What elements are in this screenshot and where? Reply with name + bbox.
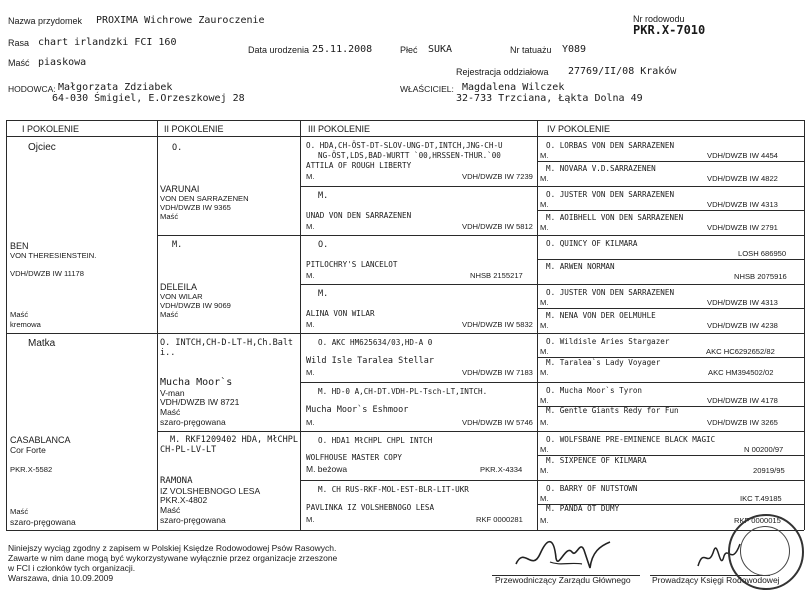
gen4-sire: O. Wildisle Aries Stargazer	[546, 337, 670, 346]
gen4-dam: M. Gentle Giants Redy for Fun	[546, 406, 679, 415]
dam-name: CASABLANCA	[10, 435, 71, 445]
column-header-gen3: III POKOLENIE	[308, 124, 371, 134]
pedigree-number: PKR.X-7010	[633, 23, 706, 37]
gen3-name: PITLOCHRY'S LANCELOT	[306, 260, 398, 269]
gen3-name: Mucha Moor`s Eshmoor	[306, 405, 409, 415]
gen3-title-line: M. CH RUS-RKF-MOL-EST-BLR-LIT-UKR	[318, 485, 469, 494]
breed-label: Rasa	[8, 38, 30, 48]
column-header-gen4: IV POKOLENIE	[547, 124, 611, 134]
gen4-sire: O. BARRY OF NUTSTOWN	[546, 484, 638, 493]
owner-label: WŁAŚCICIEL:	[400, 84, 454, 94]
sex-value: SUKA	[428, 44, 453, 55]
gen4-sire-registration: VDH/DWZB IW 4313	[707, 200, 778, 209]
color-label: Maść	[8, 58, 30, 68]
gen2-registration: VDH/DWZB IW 9069	[160, 301, 231, 310]
gen3-title-line: M.	[318, 289, 329, 299]
birth-date-label: Data urodzenia	[248, 45, 310, 55]
tattoo-label: Nr tatuażu	[510, 45, 552, 55]
gen2-kennel: IZ VOLSHEBNOGO LESA	[160, 486, 261, 496]
gen3-registration: VDH/DWZB IW 5832	[462, 320, 533, 329]
gen3-m: M.	[306, 271, 315, 280]
gen4-dam: M. Taralea`s Lady Voyager	[546, 358, 661, 367]
breeder-label: HODOWCA:	[8, 84, 56, 94]
gen4-m: M.	[540, 174, 549, 183]
gen2-name: RAMONA	[160, 476, 193, 486]
gen2-color-label: Maść	[160, 407, 181, 417]
owner-name: Magdalena Wilczek	[462, 82, 565, 93]
gen4-dam-registration: VDH/DWZB IW 2791	[707, 223, 778, 232]
gen2-color: szaro-pręgowana	[160, 417, 226, 427]
column-header-gen1: I POKOLENIE	[22, 124, 80, 134]
gen4-dam-registration: VDH/DWZB IW 4822	[707, 174, 778, 183]
gen4-sire-registration: LOSH 686950	[738, 249, 787, 258]
gen4-dam-registration: VDH/DWZB IW 4238	[707, 321, 778, 330]
gen4-dam: M. PANDA OT DUMY	[546, 504, 620, 513]
gen2-name: VARUNAI	[160, 184, 200, 194]
gen2-color-label: Maść	[160, 310, 179, 319]
gen3-name: WOLFHOUSE MASTER COPY	[306, 453, 403, 462]
statement-line: Niniejszy wyciąg zgodny z zapisem w Polskiej Księdze Rodowodowej Psów Rasowych.	[8, 543, 337, 553]
gen4-sire-registration: IKC T.49185	[740, 494, 782, 503]
gen4-sire-registration: VDH/DWZB IW 4454	[707, 151, 778, 160]
chairman-signature	[510, 532, 620, 578]
gen2-title-line: O. INTCH,CH-D-LT-H,Ch.Balt	[160, 338, 294, 348]
gen4-dam-registration: VDH/DWZB IW 3265	[707, 418, 778, 427]
official-seal	[728, 514, 804, 590]
gen2-name: DELEILA	[160, 282, 198, 292]
gen4-sire: O. WOLFSBANE PRE-EMINENCE BLACK MAGIC	[546, 435, 716, 444]
sire-kennel: VON THERESIENSTEIN.	[10, 251, 97, 260]
sire-name: BEN	[10, 241, 29, 251]
dam-color: szaro-pręgowana	[10, 517, 76, 527]
gen4-sire-registration: AKC HC6292652/82	[706, 347, 775, 356]
gen4-sire: O. Mucha Moor`s Tyron	[546, 386, 643, 395]
gen2-registration: PKR.X-4802	[160, 495, 208, 505]
gen3-registration: VDH/DWZB IW 7183	[462, 368, 533, 377]
statement-line: Zawarte w nim dane mogą być wykorzystywane wyłącznie przez organizacje zrzeszone	[8, 553, 338, 563]
gen3-title-line: NG-ÖST,LDS,BAD-WURTT `00,HRSSEN-THUR.`00	[318, 151, 501, 160]
gen2-color-label: Maść	[160, 505, 181, 515]
gen4-sire-registration: N 00200/97	[744, 445, 784, 454]
gen3-registration: RKF 0000281	[476, 515, 523, 524]
gen4-m: M.	[540, 494, 549, 503]
gen3-registration: VDH/DWZB IW 5812	[462, 222, 533, 231]
gen3-title-line: O. AKC HM625634/03,HD-A 0	[318, 338, 433, 347]
gen3-title-line: M. HD-0 A,CH-DT.VDH-PL-Tsch-LT,INTCH.	[318, 387, 488, 396]
gen3-registration: NHSB 2155217	[470, 271, 523, 280]
gen2-kennel: VON DEN SARRAZENEN	[160, 194, 249, 203]
gen4-m: M.	[540, 347, 549, 356]
gen3-m: M.	[306, 320, 315, 329]
gen3-name: ALINA VON WILAR	[306, 309, 375, 318]
gen2-kennel: VON WILAR	[160, 292, 203, 301]
statement-line: w FCI i członków tych organizacji.	[8, 563, 136, 573]
sire-registration: VDH/DWZB IW 11178	[10, 269, 84, 278]
registration-value: 27769/II/08 Kraków	[568, 66, 677, 77]
gen4-m: M.	[540, 151, 549, 160]
gen4-m: M.	[540, 445, 549, 454]
gen3-title-line: O. HDA,CH-ÖST-DT-SLOV-UNG-DT,INTCH,JNG-CH-U	[306, 141, 503, 150]
gen4-m: M.	[540, 516, 549, 525]
gen4-dam-registration: RKF 0000015	[734, 516, 781, 525]
gen4-sire: O. JUSTER VON DEN SARRAZENEN	[546, 288, 675, 297]
sire-heading: Ojciec	[28, 142, 56, 153]
gen2-color: szaro-pręgowana	[160, 515, 226, 525]
pedigree-number-label: Nr rodowodu	[633, 14, 685, 24]
registration-label: Rejestracja oddziałowa	[456, 67, 549, 77]
gen3-m: M.	[306, 222, 315, 231]
gen4-sire: O. LORBAS VON DEN SARRAZENEN	[546, 141, 675, 150]
gen3-title-line: O. HDA1 MłCHPL CHPL INTCH	[318, 436, 433, 445]
gen4-dam: M. ARWEN NORMAN	[546, 262, 615, 271]
gen2-title-line: O.	[172, 143, 183, 153]
gen4-dam: M. SIXPENCE OF KILMARA	[546, 456, 647, 465]
chairman-label: Przewodniczący Zarządu Głównego	[495, 575, 631, 585]
gen3-name: Wild Isle Taralea Stellar	[306, 356, 434, 366]
gen3-name: PAVLINKA IZ VOLSHEBNOGO LESA	[306, 503, 435, 512]
gen2-registration: VDH/DWZB IW 9365	[160, 203, 231, 212]
place-date: Warszawa, dnia 10.09.2009	[8, 573, 114, 583]
gen4-m: M.	[540, 368, 549, 377]
gen3-registration: VDH/DWZB IW 7239	[462, 172, 533, 181]
gen2-title-line: M. RKF1209402 HDA, MłCHPL	[170, 435, 298, 445]
gen3-name: ATTILA OF ROUGH LIBERTY	[306, 161, 412, 170]
dog-name: PROXIMA Wichrowe Zauroczenie	[96, 15, 265, 26]
gen4-sire-registration: VDH/DWZB IW 4313	[707, 298, 778, 307]
owner-address: 32-733 Trzciana, Łąkta Dolna 49	[456, 93, 643, 104]
gen3-m: M.	[306, 418, 315, 427]
gen3-title-line: O.	[318, 240, 329, 250]
sire-color-label: Maść	[10, 310, 29, 319]
sire-color: kremowa	[10, 320, 41, 329]
gen2-title-line: M.	[172, 240, 183, 250]
gen4-m: M.	[540, 396, 549, 405]
birth-date: 25.11.2008	[312, 44, 373, 55]
breeder-address: 64-030 Śmigiel, E.Orzeszkowej 28	[52, 93, 245, 104]
gen4-m: M.	[540, 200, 549, 209]
name-label: Nazwa przydomek	[8, 16, 83, 26]
dam-heading: Matka	[28, 338, 56, 349]
gen3-m: M.	[306, 515, 315, 524]
gen4-m: M.	[540, 466, 549, 475]
gen2-title-line: CH-PL-LV-LT	[160, 445, 217, 455]
gen4-sire-registration: VDH/DWZB IW 4178	[707, 396, 778, 405]
gen4-m: M.	[540, 298, 549, 307]
gen4-dam-registration: NHSB 2075916	[734, 272, 787, 281]
breed-value: chart irlandzki FCI 160	[38, 37, 177, 48]
gen3-m: M.	[306, 368, 315, 377]
gen2-registration: VDH/DWZB IW 8721	[160, 397, 240, 407]
color-value: piaskowa	[38, 57, 87, 68]
gen2-name: Mucha Moor`s	[160, 377, 233, 388]
gen4-sire: O. QUINCY OF KILMARA	[546, 239, 638, 248]
gen4-m: M.	[540, 223, 549, 232]
column-header-gen2: II POKOLENIE	[164, 124, 224, 134]
breeder-name: Małgorzata Zdziabek	[58, 82, 173, 93]
gen4-m: M.	[540, 321, 549, 330]
gen3-m: M.	[306, 172, 315, 181]
gen4-dam: M. NENA VON DER OELMUHLE	[546, 311, 656, 320]
dam-registration: PKR.X-5582	[10, 465, 53, 474]
gen3-name: UNAD VON DEN SARRAZENEN	[306, 211, 412, 220]
gen2-kennel: V-man	[160, 388, 185, 398]
registrar-label: Prowadzący Księgi Rodowodowej	[652, 575, 780, 585]
gen4-dam: M. AOIBHELL VON DEN SARRAZENEN	[546, 213, 684, 222]
tattoo-value: Y089	[562, 44, 587, 55]
sex-label: Płeć	[400, 45, 418, 55]
gen2-title-line: i..	[160, 348, 176, 358]
gen3-m: M. beżowa	[306, 464, 348, 474]
gen4-dam-registration: AKC HM394502/02	[708, 368, 774, 377]
gen3-title-line: M.	[318, 191, 329, 201]
dam-kennel: Cor Forte	[10, 445, 46, 455]
gen4-sire: O. JUSTER VON DEN SARRAZENEN	[546, 190, 675, 199]
gen3-registration: VDH/DWZB IW 5746	[462, 418, 533, 427]
gen4-dam-registration: 20919/95	[753, 466, 785, 475]
gen4-dam: M. NOVARA V.D.SARRAZENEN	[546, 164, 656, 173]
gen2-color-label: Maść	[160, 212, 179, 221]
gen4-m: M.	[540, 418, 549, 427]
dam-color-label: Maść	[10, 507, 29, 516]
gen3-registration: PKR.X-4334	[480, 465, 523, 474]
